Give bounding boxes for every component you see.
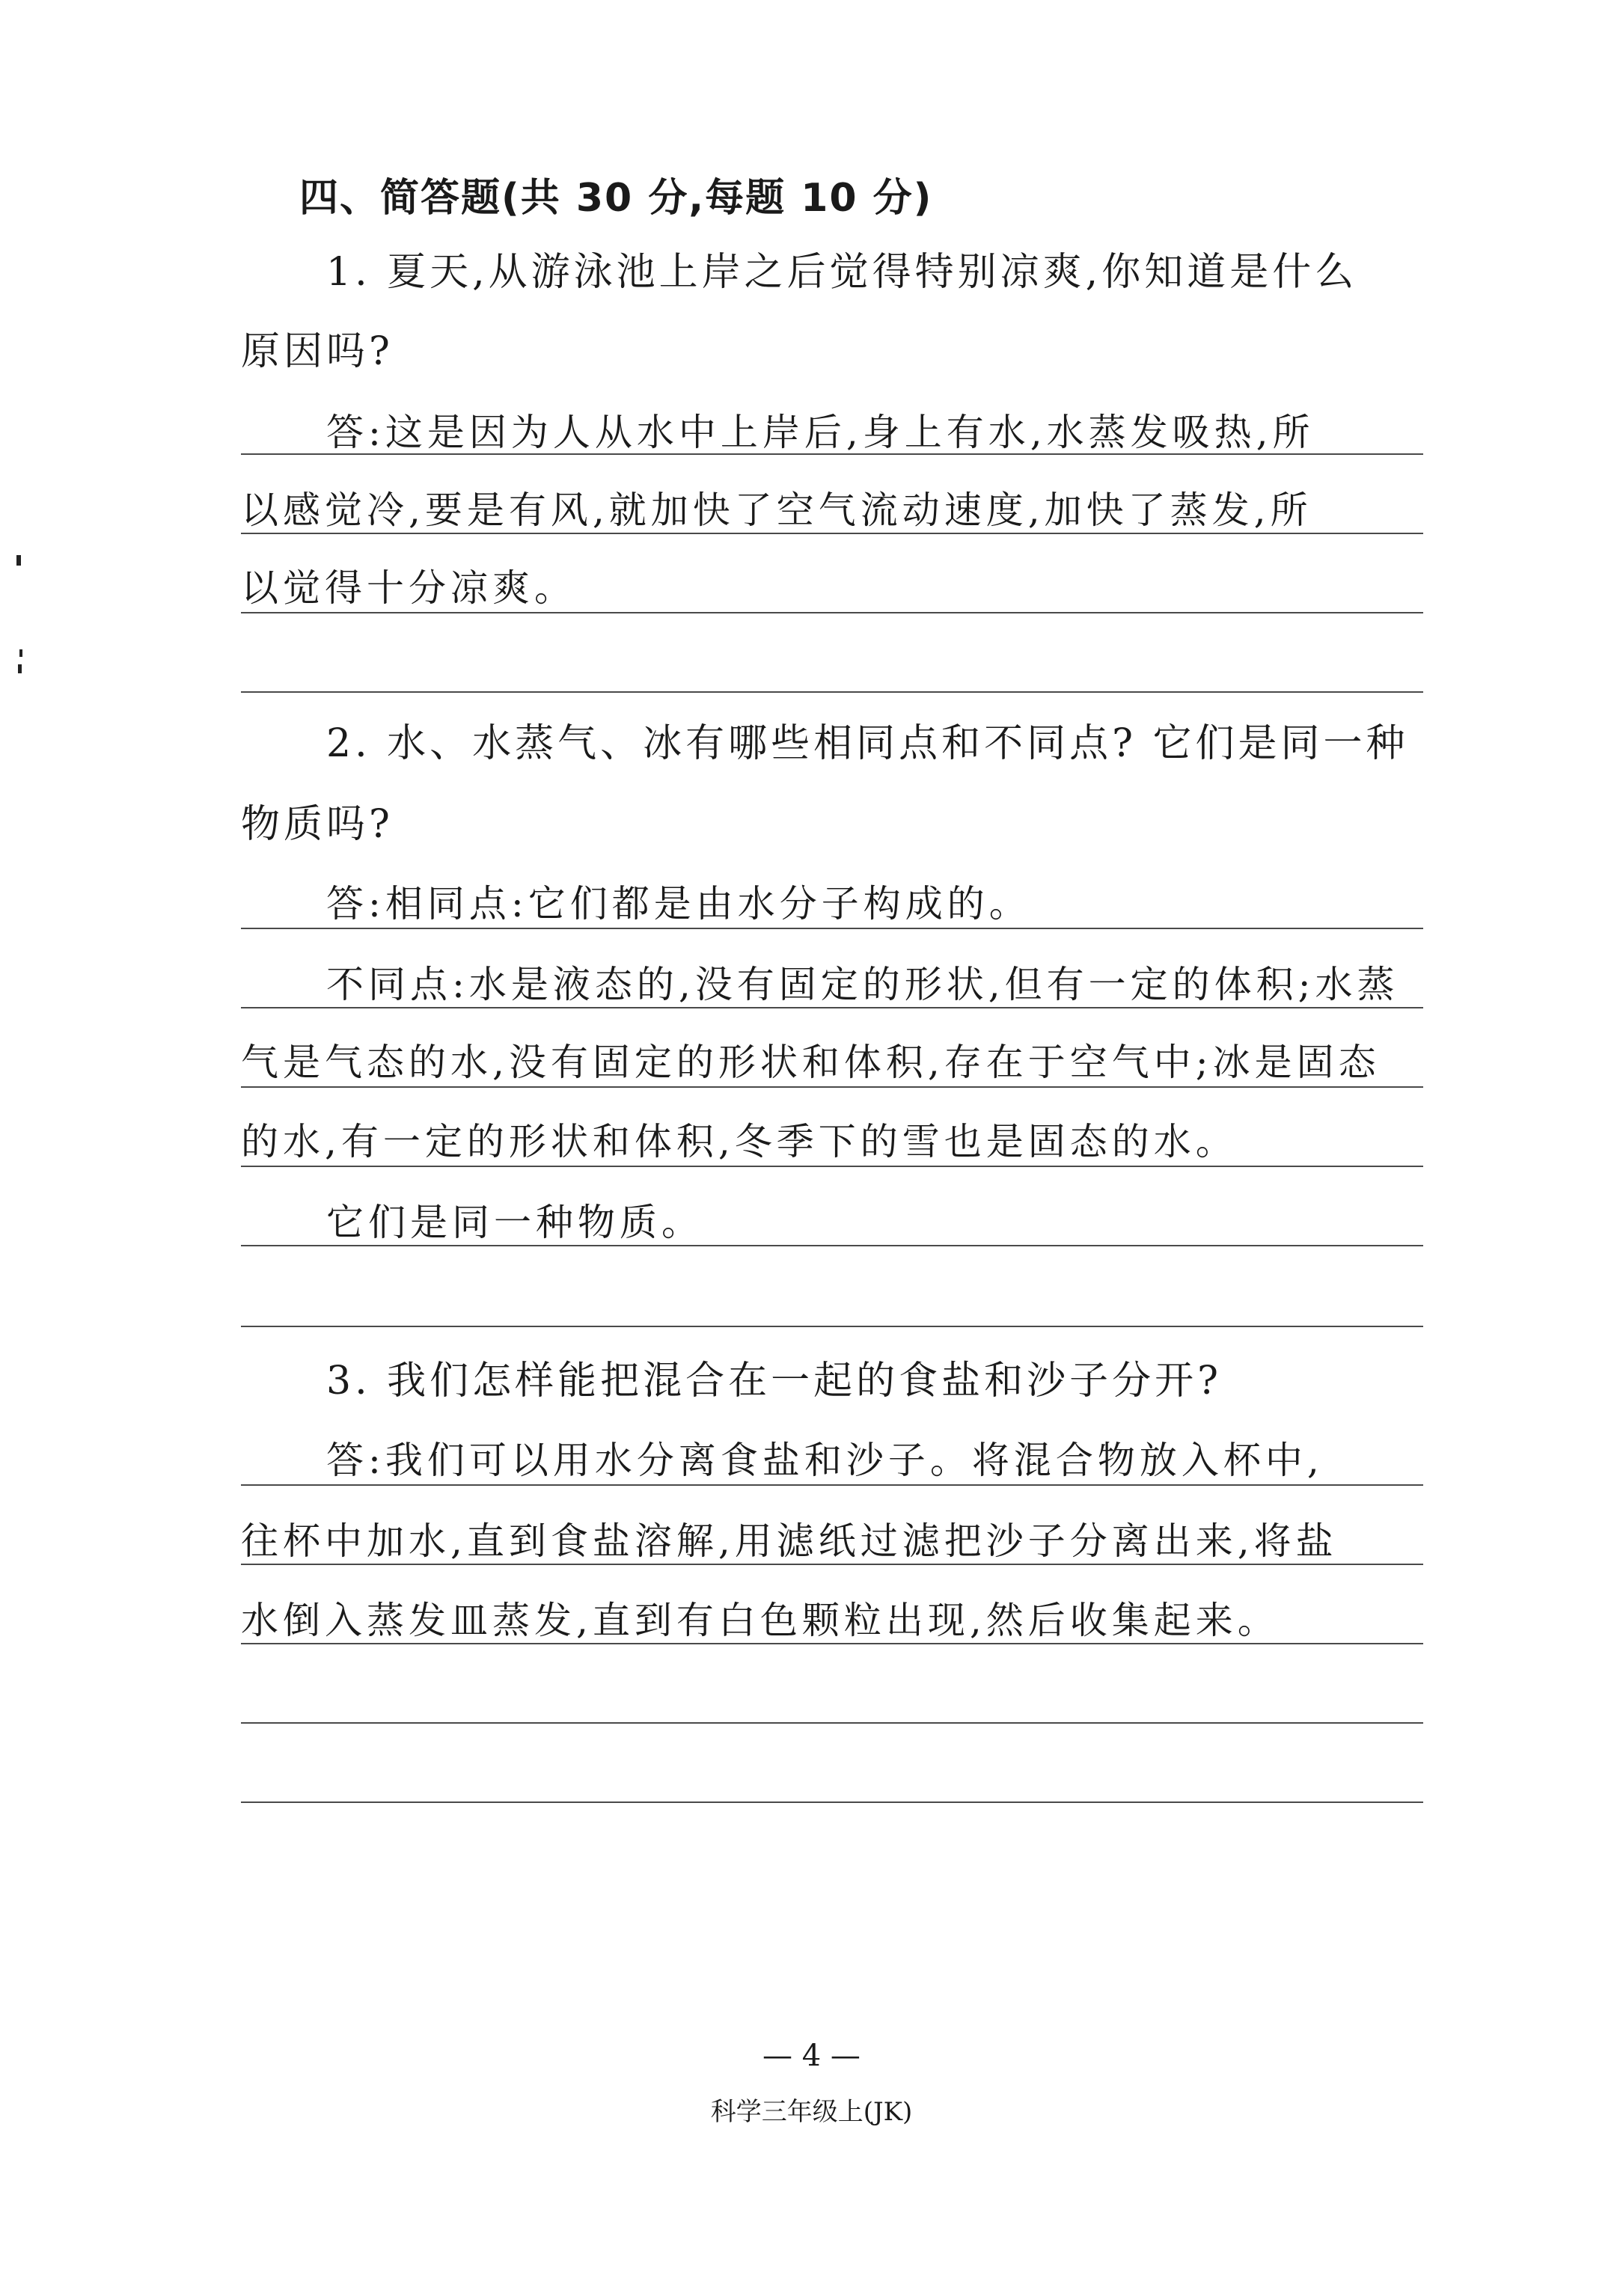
answer-rule xyxy=(241,691,1423,693)
answer-rule xyxy=(241,1643,1423,1644)
question-2-line-1: 2. 水、水蒸气、冰有哪些相同点和不同点? 它们是同一种 xyxy=(326,721,1409,766)
answer-rule xyxy=(241,1007,1423,1008)
answer-2-line-3: 气是气态的水,没有固定的形状和体积,存在于空气中;冰是固态 xyxy=(241,1041,1381,1084)
answer-rule xyxy=(241,1326,1423,1327)
question-2-line-2: 物质吗? xyxy=(241,802,394,847)
question-1-line-2: 原因吗? xyxy=(241,329,394,374)
margin-mark xyxy=(16,555,21,566)
margin-mark xyxy=(19,649,22,657)
answer-3-line-1: 答:我们可以用水分离食盐和沙子。将混合物放入杯中, xyxy=(326,1439,1324,1482)
answer-rule xyxy=(241,928,1423,929)
answer-rule xyxy=(241,1086,1423,1088)
answer-2-line-2: 不同点:水是液态的,没有固定的形状,但有一定的体积;水蒸 xyxy=(326,963,1399,1006)
answer-rule xyxy=(241,1484,1423,1486)
page-number: — 4 — xyxy=(762,2039,861,2073)
section-title: 四、简答题(共 30 分,每题 10 分) xyxy=(299,176,933,221)
answer-1-line-2: 以感觉冷,要是有风,就加快了空气流动速度,加快了蒸发,所 xyxy=(241,489,1312,532)
answer-3-line-2: 往杯中加水,直到食盐溶解,用滤纸过滤把沙子分离出来,将盐 xyxy=(241,1519,1338,1563)
answer-rule xyxy=(241,1564,1423,1565)
margin-mark xyxy=(18,664,22,673)
answer-rule xyxy=(241,453,1423,455)
book-subtitle: 科学三年级上(JK) xyxy=(710,2097,913,2127)
answer-rule xyxy=(241,1722,1423,1724)
answer-rule xyxy=(241,1245,1423,1246)
answer-1-line-3: 以觉得十分凉爽。 xyxy=(241,566,576,610)
answer-2-line-1: 答:相同点:它们都是由水分子构成的。 xyxy=(326,882,1031,925)
question-1-line-1: 1. 夏天,从游泳池上岸之后觉得特别凉爽,你知道是什么 xyxy=(326,250,1358,295)
answer-1-line-1: 答:这是因为人从水中上岸后,身上有水,水蒸发吸热,所 xyxy=(326,411,1315,454)
answer-rule xyxy=(241,533,1423,534)
answer-2-line-4: 的水,有一定的形状和体积,冬季下的雪也是固态的水。 xyxy=(241,1120,1238,1163)
question-3-line-1: 3. 我们怎样能把混合在一起的食盐和沙子分开? xyxy=(326,1359,1223,1403)
answer-2-line-5: 它们是同一种物质。 xyxy=(326,1201,703,1244)
answer-3-line-3: 水倒入蒸发皿蒸发,直到有白色颗粒出现,然后收集起来。 xyxy=(241,1599,1280,1642)
answer-rule xyxy=(241,1801,1423,1803)
answer-rule xyxy=(241,1166,1423,1167)
answer-rule xyxy=(241,612,1423,613)
